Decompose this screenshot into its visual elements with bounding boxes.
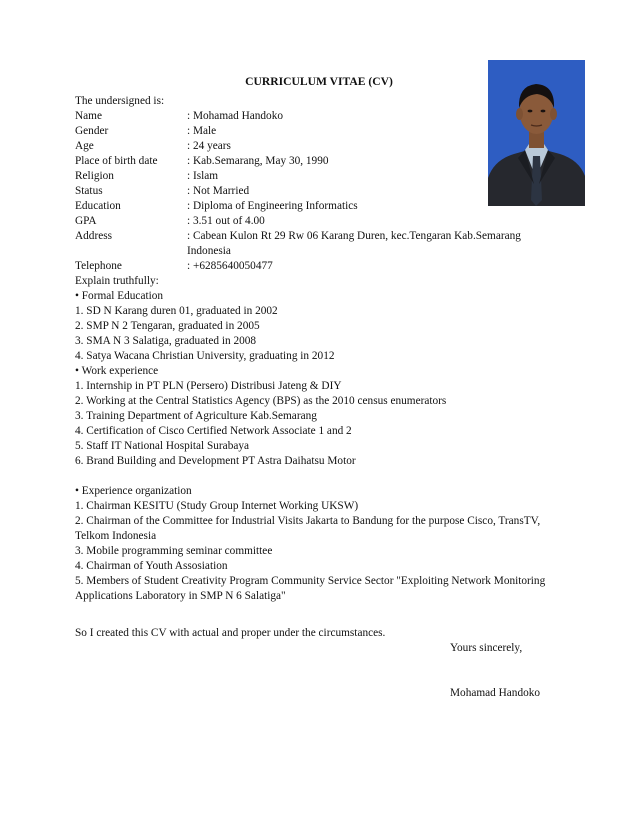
address-line-2: Indonesia xyxy=(187,245,231,257)
field-age xyxy=(75,139,595,154)
closing-statement: So I created this CV with actual and proper under the circumstances. xyxy=(75,627,386,639)
field-value: : Islam xyxy=(187,170,219,182)
field-label: Place of birth date xyxy=(75,155,158,167)
list-item: 5. Staff IT National Hospital Surabaya xyxy=(75,440,250,452)
field-value: : +6285640050477 xyxy=(187,260,273,272)
spacer xyxy=(75,469,565,484)
field-label: Name xyxy=(75,110,102,122)
list-item: 6. Brand Building and Development PT Astra Daihatsu Motor xyxy=(75,455,356,467)
field-value: : 24 years xyxy=(187,140,231,152)
field-label: GPA xyxy=(75,215,97,227)
field-gender xyxy=(75,124,595,139)
list-item: 3. Training Department of Agriculture Kab.Semarang xyxy=(75,410,317,422)
list-item: 3. Mobile programming seminar committee xyxy=(75,545,273,557)
list-item: 5. Members of Student Creativity Program Community Service Sector "Exploiting Network Monitoring Applications Laboratory in SMP N 6 Salatiga" xyxy=(75,575,546,602)
list-item: 4. Certification of Cisco Certified Network Associate 1 and 2 xyxy=(75,425,352,437)
list-item: 3. SMA N 3 Salatiga, graduated in 2008 xyxy=(75,335,257,347)
field-value: : Diploma of Engineering Informatics xyxy=(187,200,358,212)
explain-line: Explain truthfully: xyxy=(75,275,159,287)
address-line-1: : Cabean Kulon Rt 29 Rw 06 Karang Duren, kec.Tengaran Kab.Semarang xyxy=(187,230,521,242)
signoff: Yours sincerely, xyxy=(450,642,523,654)
field-education xyxy=(75,199,595,214)
field-label: Religion xyxy=(75,170,114,182)
signer-name: Mohamad Handoko xyxy=(450,687,541,699)
list-item: 1. Chairman KESITU (Study Group Internet Working UKSW) xyxy=(75,500,359,512)
list-item: 4. Satya Wacana Christian University, graduating in 2012 xyxy=(75,350,335,362)
section-heading-education: • Formal Education xyxy=(75,290,164,302)
field-gpa xyxy=(75,214,595,229)
field-label: Gender xyxy=(75,125,109,137)
field-address xyxy=(75,229,595,259)
list-item: 1. SD N Karang duren 01, graduated in 2002 xyxy=(75,305,278,317)
field-label: Education xyxy=(75,200,121,212)
field-label: Address xyxy=(75,230,113,242)
field-religion xyxy=(75,169,595,184)
field-status xyxy=(75,184,595,199)
section-heading-work: • Work experience xyxy=(75,365,159,377)
field-telephone xyxy=(75,259,595,274)
field-label: Age xyxy=(75,140,94,152)
field-value: : 3.51 out of 4.00 xyxy=(187,215,265,227)
field-birth xyxy=(75,154,595,169)
list-item: 2. SMP N 2 Tengaran, graduated in 2005 xyxy=(75,320,260,332)
section-heading-organization: • Experience organization xyxy=(75,485,192,497)
list-item: 4. Chairman of Youth Assosiation xyxy=(75,560,228,572)
list-item: 2. Chairman of the Committee for Industrial Visits Jakarta to Bandung for the purpose Cisco, TransTV, Telkom Indonesia xyxy=(75,515,541,542)
field-value: : Not Married xyxy=(187,185,250,197)
field-value xyxy=(187,229,595,259)
list-item: 2. Working at the Central Statistics Agency (BPS) as the 2010 census enumerators xyxy=(75,395,447,407)
field-value: : Mohamad Handoko xyxy=(187,110,284,122)
field-value: : Kab.Semarang, May 30, 1990 xyxy=(187,155,329,167)
field-label: Telephone xyxy=(75,260,122,272)
field-value: : Male xyxy=(187,125,217,137)
cv-body xyxy=(75,274,565,604)
intro-line: The undersigned is: xyxy=(75,95,165,107)
list-item: 1. Internship in PT PLN (Persero) Distribusi Jateng & DIY xyxy=(75,380,342,392)
field-label: Status xyxy=(75,185,103,197)
document-title: CURRICULUM VITAE (CV) xyxy=(245,75,393,88)
field-name xyxy=(75,109,595,124)
personal-details xyxy=(75,109,595,274)
